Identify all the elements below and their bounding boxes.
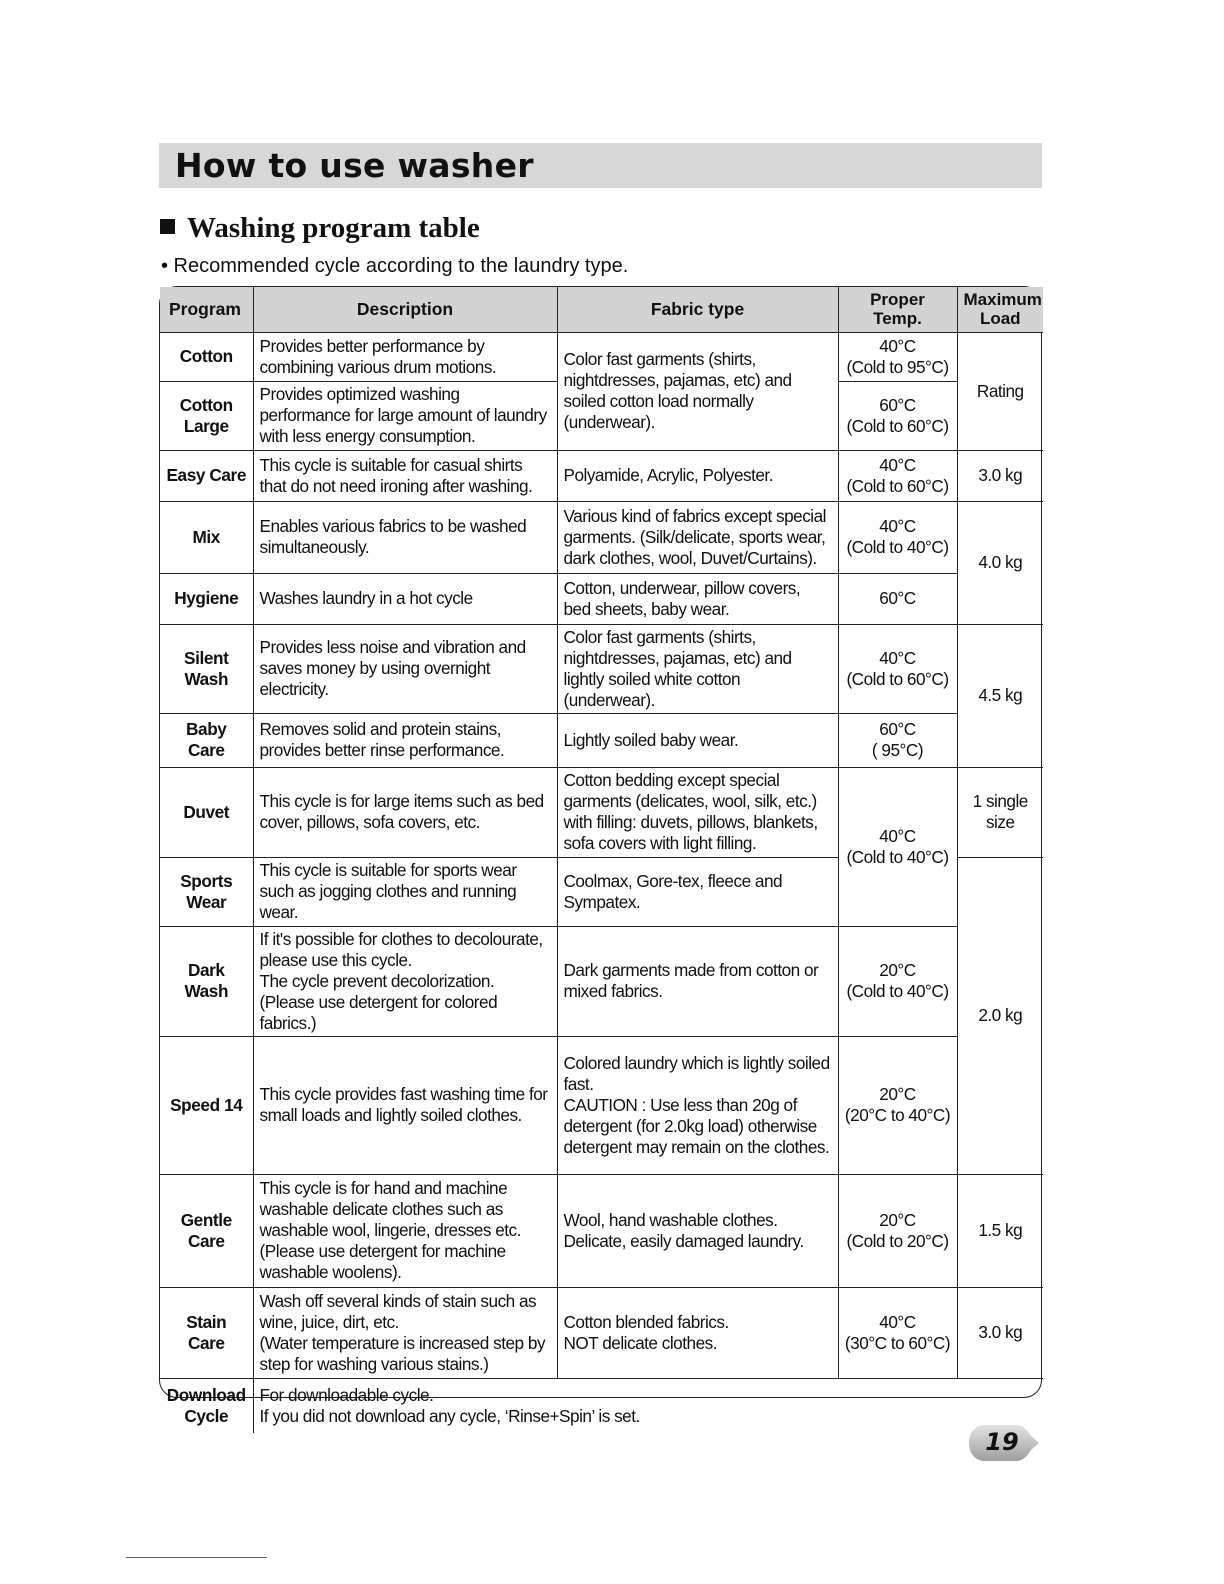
program-description: Enables various fabrics to be washed simultaneously. (253, 501, 557, 573)
program-description: Provides less noise and vibration and saves money by using overnight electricity. (253, 624, 557, 713)
program-description: Provides better performance by combining various drum motions. (253, 332, 557, 381)
proper-temp: 60°C (Cold to 60°C) (838, 381, 957, 450)
program-name: Gentle Care (160, 1174, 253, 1287)
fabric-type: Various kind of fabrics except special garments. (Silk/delicate, sports wear, dark clothes, wool, Duvet/Curtains). (557, 501, 838, 573)
program-description: Washes laundry in a hot cycle (253, 573, 557, 624)
washing-program-table (160, 287, 1043, 1433)
page-number: 19 (985, 1428, 1019, 1456)
proper-temp: 20°C (20°C to 40°C) (838, 1036, 957, 1174)
col-header-fabric-type: Fabric type (557, 287, 838, 332)
table-row (160, 501, 1043, 573)
program-name: Hygiene (160, 573, 253, 624)
maximum-load: 1.5 kg (957, 1174, 1043, 1287)
fabric-type: Cotton, underwear, pillow covers, bed sheets, baby wear. (557, 573, 838, 624)
maximum-load: 4.5 kg (957, 624, 1043, 767)
fabric-type: Coolmax, Gore-tex, fleece and Sympatex. (557, 857, 838, 926)
table-row (160, 1174, 1043, 1287)
table-row (160, 332, 1043, 381)
maximum-load: 3.0 kg (957, 1287, 1043, 1378)
table-header-row (160, 287, 1043, 332)
fabric-type: Colored laundry which is lightly soiled fast. CAUTION : Use less than 20g of detergent (for 2.0kg load) otherwise detergent may remain on the clothes. (557, 1036, 838, 1174)
proper-temp: 40°C (Cold to 60°C) (838, 450, 957, 501)
program-name: Speed 14 (160, 1036, 253, 1174)
table-row (160, 450, 1043, 501)
fabric-type: Color fast garments (shirts, nightdresses, pajamas, etc) and soiled cotton load normally (underwear). (557, 332, 838, 450)
table-row (160, 1378, 1043, 1433)
footer-underline (126, 1557, 267, 1558)
program-name: Dark Wash (160, 926, 253, 1036)
maximum-load: 4.0 kg (957, 501, 1043, 624)
fabric-type: Cotton blended fabrics. NOT delicate clothes. (557, 1287, 838, 1378)
header-band (159, 143, 1042, 188)
program-description: This cycle is for hand and machine washable delicate clothes such as washable wool, lingerie, dresses etc. (Please use detergent for machine washable woolens). (253, 1174, 557, 1287)
table-row (160, 573, 1043, 624)
maximum-load: 3.0 kg (957, 450, 1043, 501)
program-name: Baby Care (160, 713, 253, 767)
proper-temp: 60°C ( 95°C) (838, 713, 957, 767)
fabric-type: Wool, hand washable clothes. Delicate, easily damaged laundry. (557, 1174, 838, 1287)
maximum-load: Rating (957, 332, 1043, 450)
program-description: This cycle provides fast washing time for small loads and lightly soiled clothes. (253, 1036, 557, 1174)
maximum-load: 2.0 kg (957, 857, 1043, 1174)
table-row (160, 713, 1043, 767)
col-header-program: Program (160, 287, 253, 332)
section-title (160, 212, 480, 245)
proper-temp: 40°C (Cold to 40°C) (838, 501, 957, 573)
fabric-type: Cotton bedding except special garments (delicates, wool, silk, etc.) with filling: duvets, pillows, blankets, sofa covers with light filling. (557, 767, 838, 857)
table-row (160, 624, 1043, 713)
program-description: This cycle is suitable for casual shirts that do not need ironing after washing. (253, 450, 557, 501)
program-description: For downloadable cycle. If you did not download any cycle, ‘Rinse+Spin’ is set. (253, 1378, 1043, 1433)
proper-temp: 40°C (30°C to 60°C) (838, 1287, 957, 1378)
section-subtitle: • Recommended cycle according to the laundry type. (161, 255, 629, 277)
fabric-type: Lightly soiled baby wear. (557, 713, 838, 767)
table-row (160, 926, 1043, 1036)
section-title-text: Washing program table (187, 212, 480, 244)
fabric-type: Dark garments made from cotton or mixed fabrics. (557, 926, 838, 1036)
square-bullet-icon (160, 219, 175, 234)
proper-temp: 20°C (Cold to 40°C) (838, 926, 957, 1036)
program-table-frame (159, 286, 1042, 1426)
table-row (160, 1036, 1043, 1174)
col-header-proper-temp: Proper Temp. (838, 287, 957, 332)
fabric-type: Color fast garments (shirts, nightdresses, pajamas, etc) and lightly soiled white cotton (underwear). (557, 624, 838, 713)
program-name: Download Cycle (160, 1378, 253, 1433)
program-description: If it's possible for clothes to decolourate, please use this cycle. The cycle prevent decolorization. (Please use detergent for colored fabrics.) (253, 926, 557, 1036)
proper-temp: 40°C (Cold to 60°C) (838, 624, 957, 713)
program-description: This cycle is for large items such as bed cover, pillows, sofa covers, etc. (253, 767, 557, 857)
program-name: Duvet (160, 767, 253, 857)
proper-temp: 60°C (838, 573, 957, 624)
page-number-badge (967, 1422, 1041, 1464)
program-description: Wash off several kinds of stain such as wine, juice, dirt, etc. (Water temperature is increased step by step for washing various stains.) (253, 1287, 557, 1378)
col-header-description: Description (253, 287, 557, 332)
program-description: Removes solid and protein stains, provides better rinse performance. (253, 713, 557, 767)
program-name: Easy Care (160, 450, 253, 501)
proper-temp: 40°C (Cold to 40°C) (838, 767, 957, 926)
table-row (160, 1287, 1043, 1378)
page-header-title: How to use washer (175, 146, 534, 185)
program-name: Stain Care (160, 1287, 253, 1378)
maximum-load: 1 single size (957, 767, 1043, 857)
proper-temp: 20°C (Cold to 20°C) (838, 1174, 957, 1287)
proper-temp: 40°C (Cold to 95°C) (838, 332, 957, 381)
program-name: Sports Wear (160, 857, 253, 926)
program-name: Mix (160, 501, 253, 573)
program-name: Silent Wash (160, 624, 253, 713)
program-description: This cycle is suitable for sports wear such as jogging clothes and running wear. (253, 857, 557, 926)
col-header-maximum-load: Maximum Load (957, 287, 1043, 332)
program-name: Cotton Large (160, 381, 253, 450)
program-name: Cotton (160, 332, 253, 381)
table-row (160, 767, 1043, 857)
fabric-type: Polyamide, Acrylic, Polyester. (557, 450, 838, 501)
program-description: Provides optimized washing performance for large amount of laundry with less energy consumption. (253, 381, 557, 450)
